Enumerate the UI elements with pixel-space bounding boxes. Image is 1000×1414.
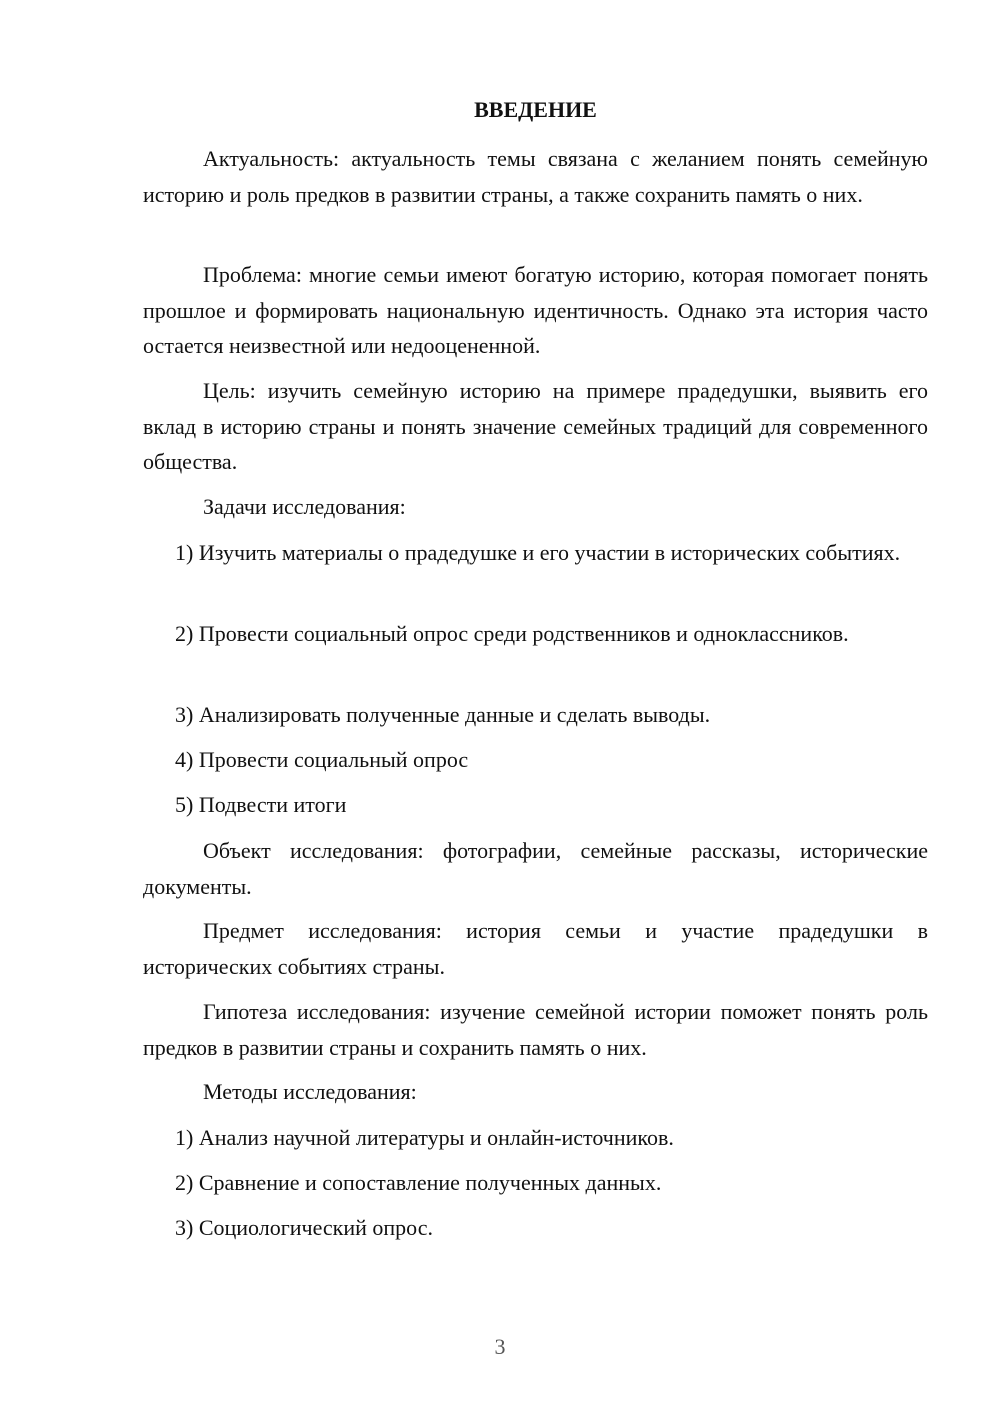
list-item-method-1: 1) Анализ научной литературы и онлайн-источников. xyxy=(175,1125,674,1150)
paragraph-goal: Цель: изучить семейную историю на примере прадедушки, выявить его вклад в историю страны и понять значение семейных традиций для современного общества. xyxy=(143,378,928,474)
list-item-method-3: 3) Социологический опрос. xyxy=(175,1215,433,1240)
list-item-task-4: 4) Провести социальный опрос xyxy=(175,747,469,772)
paragraph-hypothesis: Гипотеза исследования: изучение семейной истории поможет понять роль предков в развитии страны и сохранить память о них. xyxy=(143,999,928,1060)
paragraph-problem: Проблема: многие семьи имеют богатую историю, которая помогает понять прошлое и формировать национальную идентичность. Однако эта история часто остается неизвестной или недооцененной. xyxy=(143,262,928,358)
list-item-task-1: 1) Изучить материалы о прадедушке и его участии в исторических событиях. xyxy=(175,540,901,565)
page-number: 3 xyxy=(494,1334,506,1359)
section-title: ВВЕДЕНИЕ xyxy=(474,97,597,122)
list-item-task-5: 5) Подвести итоги xyxy=(175,792,347,817)
list-item-task-2: 2) Провести социальный опрос среди родственников и одноклассников. xyxy=(175,621,849,646)
list-item-method-2: 2) Сравнение и сопоставление полученных данных. xyxy=(175,1170,662,1195)
paragraph-object: Объект исследования: фотографии, семейные рассказы, исторические документы. xyxy=(143,838,928,899)
paragraph-subject: Предмет исследования: история семьи и участие прадедушки в исторических событиях страны. xyxy=(143,918,928,979)
paragraph-relevance: Актуальность: актуальность темы связана с желанием понять семейную историю и роль предков в развитии страны, а также сохранить память о них. xyxy=(143,146,928,207)
paragraph-tasks-heading: Задачи исследования: xyxy=(203,494,406,519)
list-item-task-3: 3) Анализировать полученные данные и сделать выводы. xyxy=(175,702,711,727)
paragraph-methods-heading: Методы исследования: xyxy=(203,1079,417,1104)
